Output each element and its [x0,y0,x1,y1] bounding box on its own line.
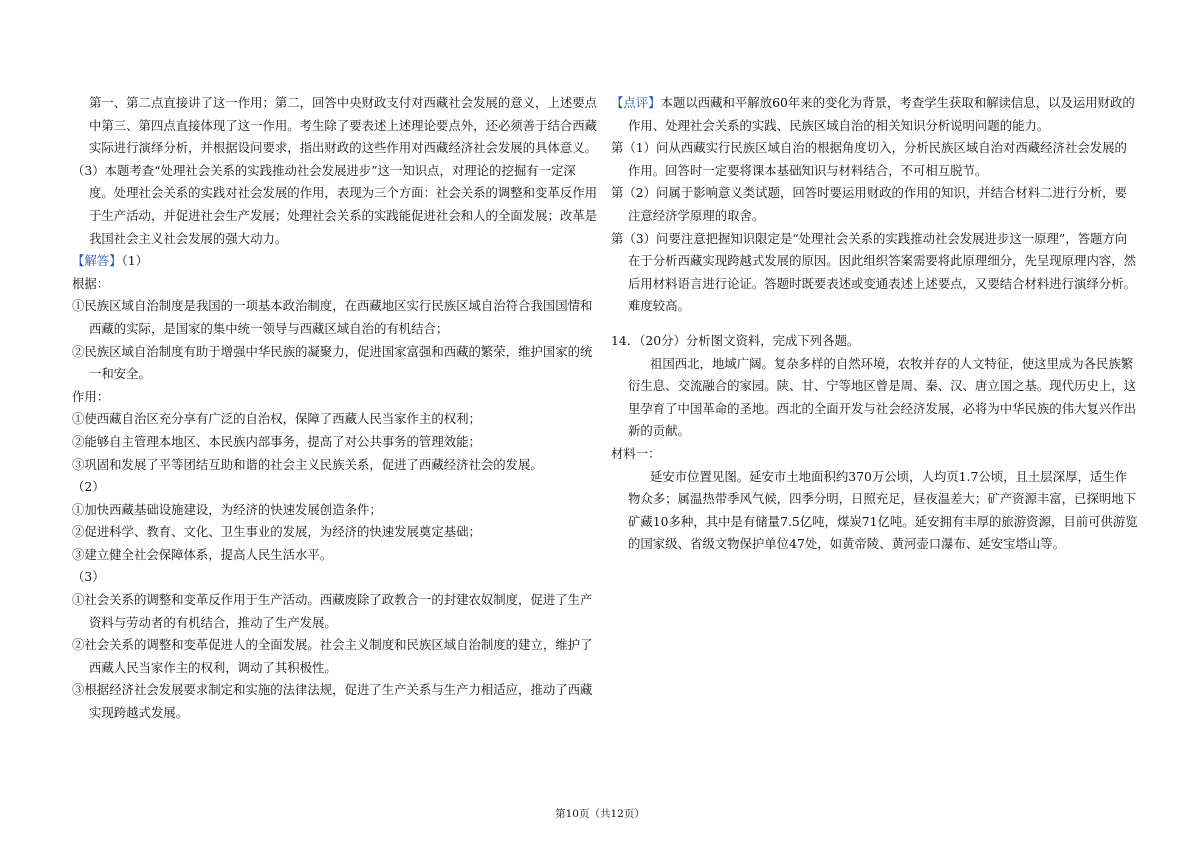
paragraph-text: ①社会关系的调整和变革反作用于生产活动。西藏废除了政教合一的封建农奴制度，促进了生产资料与劳动者的有机结合，推动了生产发展。 [72,592,593,630]
right-paragraph [611,353,1139,443]
paragraph-text: 第一、第二点直接讲了这一作用；第二，回答中央财政支付对西藏社会发展的意义，上述要点中第三、第四点直接体现了这一作用。考生除了要表述上述理论要点外，还必须善于结合西藏实际进行演绎分析，并根据设问要求，指出财政的这些作用对西藏经济社会发展的具体意义。 [89,95,598,156]
left-paragraph [72,544,600,567]
left-paragraph [72,499,600,522]
paragraph-text: 本题以西藏和平解放60年来的变化为背景，考查学生获取和解读信息，以及运用财政的作用、处理社会关系的实践、民族区域自治的相关知识分析说明问题的能力。 [628,95,1135,133]
paragraph-text: ③巩固和发展了平等团结互助和谐的社会主义民族关系，促进了西藏经济社会的发展。 [72,456,543,472]
left-paragraph [72,408,600,431]
paragraph-text: 延安市位置见图。延安市土地面积约370万公顷，人均页1.7公顷，且土层深厚，适生作物众多；属温热带季风气候，四季分明，日照充足，昼夜温差大；矿产资源丰富，已探明地下矿藏10多种，其中是有储量7.5亿吨，煤炭71亿吨。延安拥有丰厚的旅游资源，目前可供游览的国家级、省级文物保护单位47处，如黄帝陵、黄河壶口瀑布、延安宝塔山等。 [628,468,1138,552]
left-paragraph [72,386,600,409]
paragraph-text: （3）本题考查“处理社会关系的实践推动社会发展进步”这一知识点，对理论的挖掘有一定深度。处理社会关系的实践对社会发展的作用，表现为三个方面：社会关系的调整和变革反作用于生产活动，并促进社会生产发展；处理社会关系的实践能促进社会和人的全面发展；改革是我国社会主义社会发展的强大动力。 [72,162,598,246]
right-paragraph [611,137,1139,182]
right-paragraph [611,466,1139,556]
paragraph-text: ①使西藏自治区充分享有广泛的自治权，保障了西藏人民当家作主的权利； [72,411,481,427]
left-column [72,92,600,725]
right-column [611,92,1139,556]
left-paragraph [72,273,600,296]
left-paragraph [72,250,600,273]
left-paragraph [72,589,600,634]
section-tag: 【解答】 [72,253,122,269]
paragraph-text: 材料一： [611,445,661,461]
left-paragraph [72,634,600,679]
paragraph-text: 第（1）问从西藏实行民族区域自治的根据角度切入，分析民族区域自治对西藏经济社会发展的作用。回答时一定要将课本基础知识与材料结合，不可相互脱节。 [611,140,1127,178]
paragraph-text: 第（2）问属于影响意义类试题，回答时要运用财政的作用的知识，并结合材料二进行分析，要注意经济学原理的取舍。 [611,185,1127,223]
section-tag: 【点评】 [611,95,661,110]
right-paragraph [611,228,1139,318]
paragraph-text: （2） [72,479,105,495]
left-paragraph [72,454,600,477]
right-paragraph [611,330,1139,353]
right-paragraph [611,318,1139,330]
left-paragraph [72,92,600,160]
paragraph-text: ②能够自主管理本地区、本民族内部事务，提高了对公共事务的管理效能； [72,433,481,449]
paragraph-text: ③根据经济社会发展要求制定和实施的法律法规，促进了生产关系与生产力相适应，推动了西藏实现跨越式发展。 [72,682,593,721]
page-footer: 第10页（共12页） [555,808,645,820]
left-paragraph [72,679,600,724]
paragraph-text: 根据： [72,275,110,291]
paragraph-text: ②民族区域自治制度有助于增强中华民族的凝聚力，促进国家富强和西藏的繁荣，维护国家的统一和安全。 [72,343,593,382]
paragraph-text: 第（3）问要注意把握知识限定是“处理社会关系的实践推动社会发展进步这一原理”，答题方向在于分析西藏实现跨越式发展的原因。因此组织答案需要将此原理细分，先呈现原理内容，然后用材料语言进行论证。答题时既要表述或变通表述上述要点，又要结合材料进行演绎分析。难度较高。 [611,230,1137,314]
left-paragraph [72,566,600,589]
paragraph-text: ②社会关系的调整和变革促进人的全面发展。社会主义制度和民族区域自治制度的建立，维护了西藏人民当家作主的权利，调动了其积极性。 [72,637,593,675]
left-paragraph [72,521,600,544]
paragraph-text: ①民族区域自治制度是我国的一项基本政治制度，在西藏地区实行民族区域自治符合我国国情和西藏的实际，是国家的集中统一领导与西藏区域自治的有机结合； [72,298,593,336]
paragraph-text: 作用： [72,388,110,404]
paragraph-text: 祖国西北，地域广阔。复杂多样的自然环境，农牧并存的人文特征，使这里成为各民族繁衍生息、交流融合的家园。陕、甘、宁等地区曾是周、秦、汉、唐立国之基。现代历史上，这里孕育了中国革命的圣地。西北的全面开发与社会经济发展，必将为中华民族的伟大复兴作出新的贡献。 [628,355,1137,439]
paragraph-text: 14．（20分）分析图文资料，完成下列各题。 [611,332,860,348]
right-paragraph [611,443,1139,466]
left-paragraph [72,341,600,386]
right-paragraph [611,92,1139,137]
left-paragraph [72,431,600,454]
paragraph-text: ①加快西藏基础设施建设，为经济的快速发展创造条件； [72,501,382,517]
paragraph-text: （3） [72,569,105,585]
right-paragraph [611,182,1139,227]
left-paragraph [72,160,600,250]
paragraph-text: （1） [121,253,149,269]
paragraph-text: ②促进科学、教育、文化、卫生事业的发展，为经济的快速发展奠定基础； [72,524,481,540]
left-paragraph [72,295,600,340]
left-paragraph [72,476,600,499]
paragraph-text: ③建立健全社会保障体系，提高人民生活水平。 [72,546,333,562]
